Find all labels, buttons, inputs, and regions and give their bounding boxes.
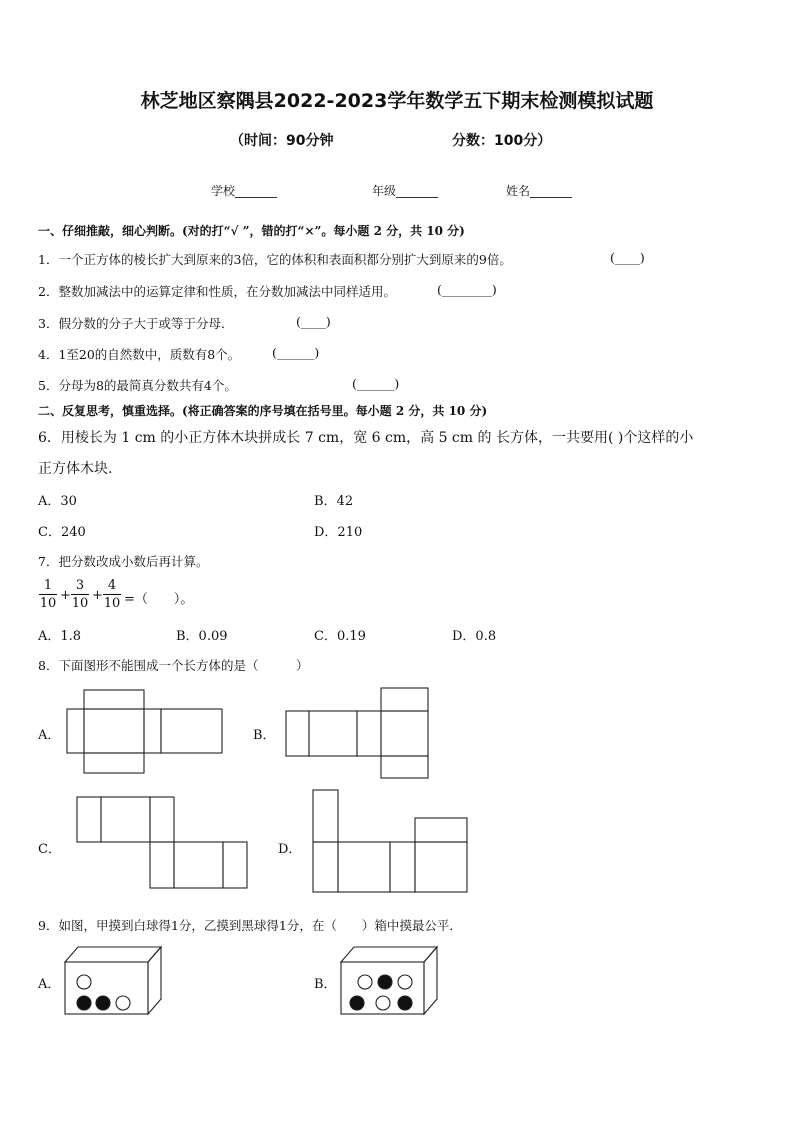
q8-label-b[interactable]: B．	[253, 728, 276, 743]
q7-option-a[interactable]: A．1.8	[38, 629, 82, 644]
box-top	[341, 947, 437, 962]
q6-option-c[interactable]: C．240	[38, 525, 86, 540]
fraction-3-numerator: 4	[107, 578, 117, 593]
name-field[interactable]: 姓名_______	[506, 184, 573, 198]
question-5: 5．分母为8的最简真分数共有4个。	[38, 378, 237, 393]
q6-option-b[interactable]: B．42	[314, 494, 354, 509]
question-3-blank[interactable]: (____)	[296, 314, 331, 329]
grade-field[interactable]: 年级_______	[372, 184, 439, 198]
q9-label-b[interactable]: B．	[314, 977, 337, 992]
white-ball	[376, 996, 390, 1010]
question-8: 8．下面图形不能围成一个长方体的是（ ）	[38, 658, 309, 673]
exam-time: （时间：90分钟	[230, 133, 334, 149]
black-ball	[350, 996, 364, 1010]
q7-option-c[interactable]: C．0.19	[314, 629, 366, 644]
q8-label-a[interactable]: A．	[38, 728, 61, 743]
question-1-blank[interactable]: (____)	[610, 250, 645, 265]
question-4: 4．1至20的自然数中，质数有8个。	[38, 347, 241, 362]
question-6-line-1: 6．用棱长为 1 cm 的小正方体木块拼成长 7 cm，宽 6 cm，高 5 cm 的 长方体，一共要用( )个这样的小	[38, 430, 694, 446]
question-2-blank[interactable]: (________)	[437, 282, 497, 297]
fraction-2-denominator: 10	[71, 596, 89, 611]
q6-option-d[interactable]: D．210	[314, 525, 363, 540]
q7-answer-blank[interactable]: =（ ）。	[124, 592, 194, 607]
q8-label-d[interactable]: D．	[278, 842, 302, 857]
section-1-heading: 一、仔细推敲，细心判断。(对的打“√ ”，错的打“×”。每小题 2 分，共 10 分)	[38, 224, 465, 238]
page-title: 林芝地区察隅县2022-2023学年数学五下期末检测模拟试题	[140, 90, 654, 112]
white-ball	[358, 975, 372, 989]
question-2: 2．整数加减法中的运算定律和性质，在分数加减法中同样适用。	[38, 284, 396, 299]
question-5-blank[interactable]: (______)	[352, 376, 400, 391]
fraction-3-denominator: 10	[103, 596, 121, 611]
school-field[interactable]: 学校_______	[211, 184, 278, 198]
question-9: 9．如图，甲摸到白球得1分，乙摸到黑球得1分，在（ ）箱中摸最公平．	[38, 918, 462, 933]
question-6-line-2: 正方体木块.	[38, 461, 113, 477]
question-3: 3．假分数的分子大于或等于分母．	[38, 316, 234, 331]
fraction-2-numerator: 3	[75, 578, 85, 593]
ball-group	[350, 975, 412, 1010]
question-1: 1．一个正方体的棱长扩大到原来的3倍，它的体积和表面积都分别扩大到原来的9倍。	[38, 252, 512, 267]
q8-label-c[interactable]: C．	[38, 842, 61, 857]
q7-option-d[interactable]: D．0.8	[452, 629, 497, 644]
question-4-blank[interactable]: (______)	[272, 345, 320, 360]
fraction-1-denominator: 10	[39, 596, 57, 611]
q7-option-b[interactable]: B．0.09	[176, 629, 228, 644]
black-ball	[378, 975, 392, 989]
section-2-heading: 二、反复思考，慎重选择。(将正确答案的序号填在括号里。每小题 2 分，共 10 分)	[38, 404, 488, 418]
white-ball	[398, 975, 412, 989]
question-7: 7．把分数改成小数后再计算。	[38, 554, 209, 569]
q9-label-a[interactable]: A．	[38, 977, 61, 992]
plus-sign: +	[60, 588, 71, 603]
exam-score: 分数：100分）	[452, 133, 552, 149]
q6-option-a[interactable]: A．30	[38, 494, 77, 509]
box-side	[424, 947, 437, 1014]
fraction-1-numerator: 1	[43, 578, 53, 593]
plus-sign: +	[92, 588, 103, 603]
black-ball	[398, 996, 412, 1010]
